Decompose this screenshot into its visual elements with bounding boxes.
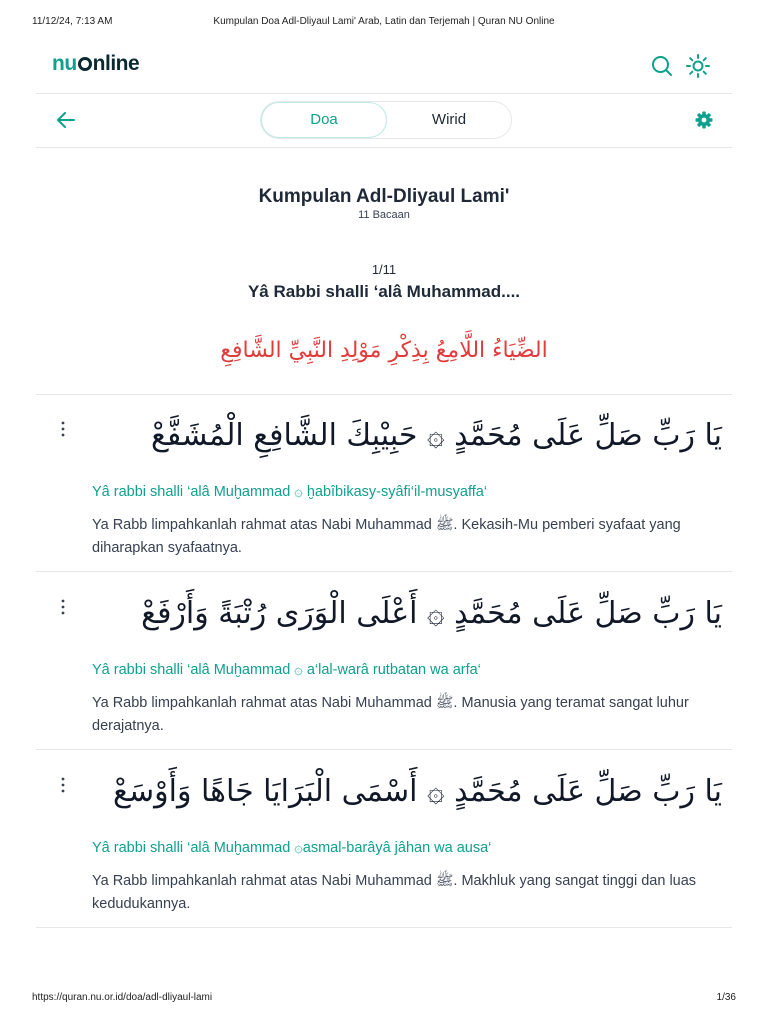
section-counter: 1/11 <box>371 262 397 277</box>
print-page-title: Kumpulan Doa Adl-Dliyaul Lami' Arab, Latin dan Terjemah | Quran NU Online <box>213 16 555 27</box>
calligraphy-title: الضِّيَاءُ اللَّامِعُ بِذِكْرِ مَوْلِدِ النَّبِيِّ الشَّافِعِ <box>220 338 548 363</box>
print-footer <box>32 992 736 1006</box>
verse-divider <box>36 749 732 750</box>
tab-doa[interactable]: Doa <box>261 102 387 138</box>
top-bar <box>36 44 732 92</box>
reading-count: 11 Bacaan <box>358 209 410 221</box>
arrow-left-icon[interactable] <box>54 108 78 132</box>
tab-wirid[interactable]: Wirid <box>431 111 467 128</box>
verse-arabic: يَا رَبِّ صَلِّ عَلَى مُحَمَّدٍ ۞ أَعْلَى الْوَرَى رُتْبَةً وَأَرْفَعْ <box>141 596 722 631</box>
verse-latin: Yâ rabbi shalli ‘alâ Muḫammad ۞ a‘lal-warâ rutbatan wa arfa‘ <box>92 662 481 678</box>
verse-arabic: يَا رَبِّ صَلِّ عَلَى مُحَمَّدٍ ۞ أَسْمَى الْبَرَايَا جَاهًا وَأَوْسَعْ <box>113 774 722 809</box>
verse-arabic: يَا رَبِّ صَلِّ عَلَى مُحَمَّدٍ ۞ حَبِيْبِكَ الشَّافِعِ الْمُشَفَّعْ <box>150 418 722 453</box>
verse-translation: Ya Rabb limpahkanlah rahmat atas Nabi Muhammad ﷺ. Kekasih-Mu pemberi syafaat yang diharapkan syafaatnya. <box>92 517 681 556</box>
print-page-number: 1/36 <box>716 992 736 1003</box>
header-divider <box>36 93 732 94</box>
more-vertical-icon[interactable] <box>58 420 68 438</box>
verse-divider <box>36 927 732 928</box>
verse-translation: Ya Rabb limpahkanlah rahmat atas Nabi Muhammad ﷺ. Manusia yang teramat sangat luhur derajatnya. <box>92 695 689 734</box>
sun-icon[interactable] <box>684 52 712 80</box>
gear-icon[interactable] <box>694 110 714 130</box>
verse-divider <box>36 571 732 572</box>
page-title: Kumpulan Adl-Dliyaul Lami' <box>258 186 510 207</box>
nav-bar <box>36 96 732 144</box>
verse-translation: Ya Rabb limpahkanlah rahmat atas Nabi Muhammad ﷺ. Makhluk yang sangat tinggi dan luas kedudukannya. <box>92 873 697 912</box>
more-vertical-icon[interactable] <box>58 776 68 794</box>
tab-switcher <box>260 101 512 139</box>
print-url: https://quran.nu.or.id/doa/adl-dliyaul-lami <box>32 992 213 1003</box>
verse-divider <box>36 394 732 395</box>
logo-nline: nline <box>92 52 140 75</box>
more-vertical-icon[interactable] <box>58 598 68 616</box>
logo-o-ring <box>78 57 92 71</box>
verse-latin: Yâ rabbi shalli ‘alâ Muḫammad ۞asmal-barâyâ jâhan wa ausa‘ <box>92 840 492 856</box>
verse-latin: Yâ rabbi shalli ‘alâ Muḫammad ۞ ḫabîbikasy-syâfi‘il-musyaffa‘ <box>92 484 488 500</box>
print-date: 11/12/24, 7:13 AM <box>32 16 113 27</box>
verse-item <box>36 404 732 570</box>
print-header <box>32 16 736 30</box>
search-icon[interactable] <box>648 52 676 80</box>
section-title: Yâ Rabbi shalli ‘alâ Muhammad.... <box>247 282 521 301</box>
logo-nu: nu <box>52 52 77 75</box>
nu-online-logo[interactable] <box>52 52 139 76</box>
verse-item <box>36 582 732 748</box>
nav-divider <box>36 147 732 148</box>
verse-item <box>36 760 732 926</box>
